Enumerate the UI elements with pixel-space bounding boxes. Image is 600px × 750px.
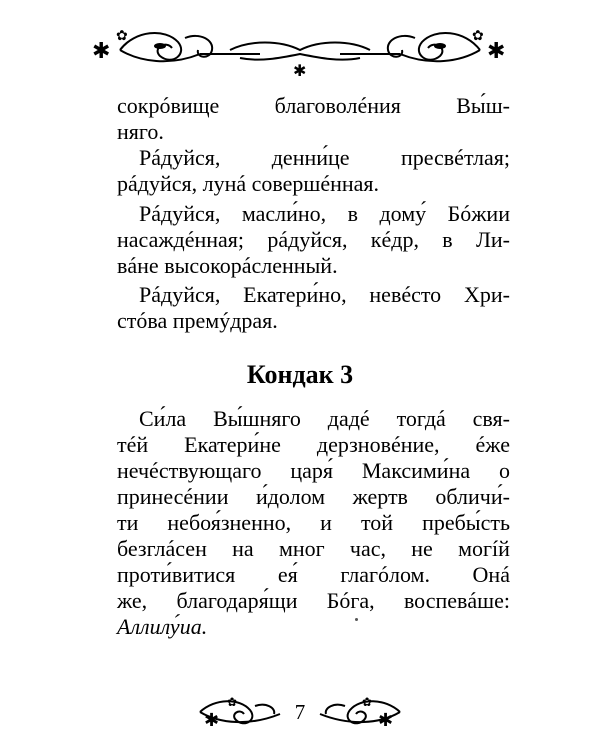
word: дерзновéние,	[316, 432, 440, 457]
word: принесéнии	[117, 484, 229, 509]
word: éже	[475, 432, 510, 457]
word: пресвéтлая;	[400, 145, 510, 170]
word: кéдр,	[370, 227, 419, 252]
svg-text:✿: ✿	[362, 695, 373, 709]
text-line	[117, 458, 510, 484]
word: нечéствующаго	[117, 458, 262, 483]
text-line	[117, 227, 510, 253]
word: Вы́ш-	[456, 93, 510, 118]
word: Онá	[472, 562, 510, 587]
paragraph-continuation	[117, 93, 510, 145]
word: няго.	[117, 119, 164, 144]
word: воспевáше:	[403, 588, 510, 613]
word: безглáсен	[117, 536, 207, 561]
word: свя-	[472, 406, 510, 431]
text-line	[117, 588, 510, 614]
word: мног	[278, 536, 325, 561]
word: не	[411, 536, 433, 561]
text-line	[117, 145, 510, 171]
word: час,	[349, 536, 387, 561]
word: Екатери́не	[184, 432, 281, 457]
alleluia-line: Аллилу́иа.	[117, 614, 208, 639]
text-line	[117, 119, 510, 145]
top-decorative-border	[0, 10, 600, 82]
text-line	[117, 406, 510, 432]
word: же,	[117, 588, 148, 613]
text-line	[117, 171, 510, 197]
page-number: 7	[294, 700, 306, 724]
paragraph-radujsya-dennice	[117, 145, 510, 197]
svg-text:✿: ✿	[227, 695, 238, 709]
word: на	[232, 536, 254, 561]
svg-text:✿: ✿	[116, 28, 128, 44]
paragraph-kondak-body	[117, 406, 510, 640]
svg-text:✱: ✱	[204, 710, 220, 731]
word: Екатери́но,	[243, 282, 347, 307]
word: благоволéния	[274, 93, 401, 118]
word: и́долом	[255, 484, 326, 509]
text-line	[117, 308, 510, 334]
word: о	[499, 458, 510, 483]
word: Бóжии	[447, 201, 510, 226]
word: насаждéнная;	[117, 227, 245, 252]
word: обличи́-	[435, 484, 510, 509]
word: ея́	[277, 562, 298, 587]
svg-text:✿: ✿	[472, 28, 484, 44]
text-line	[117, 253, 510, 279]
word: Вы́шняго	[213, 406, 301, 431]
text-line	[117, 536, 510, 562]
text-line	[117, 282, 510, 308]
paragraph-radujsya-masline	[117, 201, 510, 279]
svg-text:✱: ✱	[487, 39, 506, 64]
text-line	[117, 484, 510, 510]
word: благодаря́щи	[176, 588, 298, 613]
word: и	[320, 510, 332, 535]
text-line	[117, 432, 510, 458]
word: Хри-	[464, 282, 510, 307]
word: могíй	[458, 536, 510, 561]
word: глагóлом.	[340, 562, 430, 587]
section-heading: Кондак 3	[246, 360, 354, 389]
word: сокрóвище	[117, 93, 220, 118]
word: тéй	[117, 432, 149, 457]
word: Рáдуйся,	[139, 201, 221, 226]
word: Рáдуйся,	[139, 145, 221, 170]
word: жертв	[352, 484, 408, 509]
word: проти́витися	[117, 562, 236, 587]
word: Ли-	[475, 227, 510, 252]
text-line	[117, 201, 510, 227]
word: царя́	[290, 458, 333, 483]
svg-text:✱: ✱	[92, 39, 111, 64]
word: в	[442, 227, 453, 252]
word: невéсто	[369, 282, 442, 307]
svg-text:✱: ✱	[293, 61, 307, 80]
line-text: рáдуйся, лунá совершéнная.	[117, 171, 380, 196]
word: Бóга,	[326, 588, 375, 613]
word: денни́це	[271, 145, 350, 170]
word: небоя́зненно,	[167, 510, 292, 535]
line-text: вáне высокорáсленный.	[117, 253, 338, 278]
word: в	[347, 201, 358, 226]
text-line	[117, 93, 510, 119]
word: пребы́сть	[422, 510, 510, 535]
line-text: стóва премýдрая.	[117, 308, 278, 333]
word: дому́	[379, 201, 427, 226]
print-speck	[355, 618, 358, 621]
word: той	[360, 510, 394, 535]
word: ти	[117, 510, 139, 535]
word: масли́но,	[241, 201, 327, 226]
text-line	[117, 510, 510, 536]
word: тогдá	[396, 406, 446, 431]
word: рáдуйся,	[267, 227, 348, 252]
word: Си́ла	[139, 406, 187, 431]
word: Рáдуйся,	[139, 282, 221, 307]
word: дадé	[327, 406, 370, 431]
text-line	[117, 562, 510, 588]
paragraph-radujsya-ekaterino	[117, 282, 510, 334]
svg-text:✱: ✱	[378, 710, 394, 731]
word: Максими́на	[361, 458, 471, 483]
